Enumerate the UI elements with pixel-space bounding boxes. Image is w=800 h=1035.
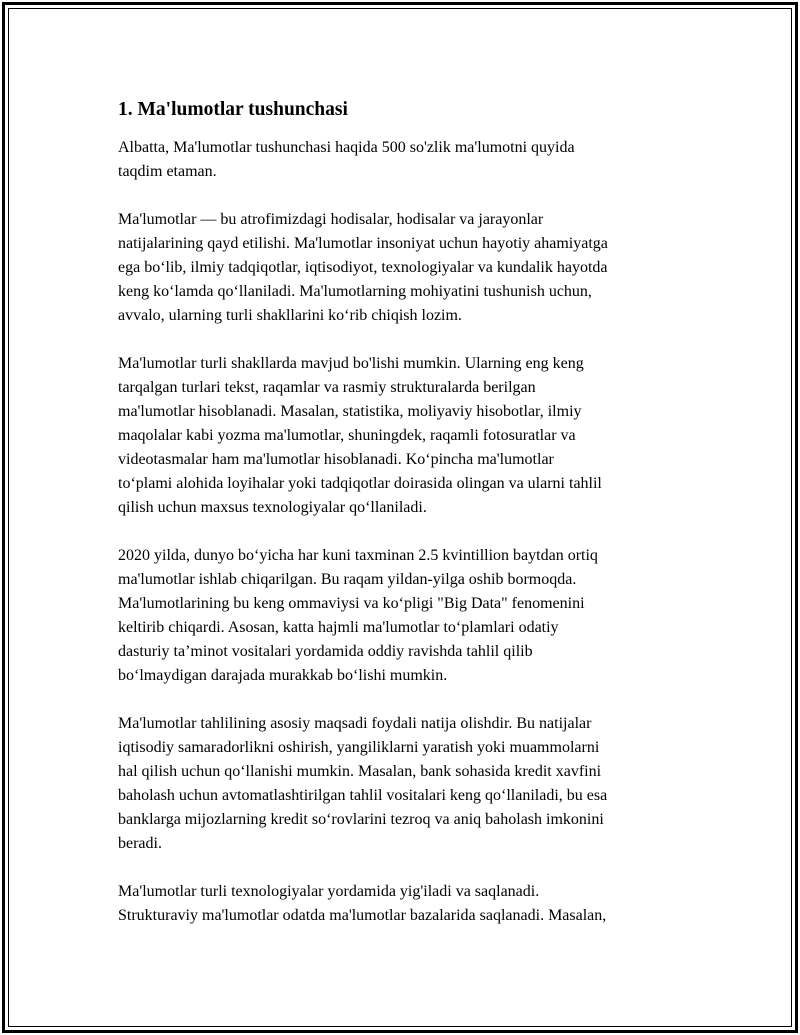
text-line: Ma'lumotlar tahlilining asosiy maqsadi foydali natija olishdir. Bu natijalar bbox=[118, 715, 592, 732]
text-line: avvalo, ularning turli shakllarini ko‘rib chiqish lozim. bbox=[118, 307, 462, 324]
page-frame bbox=[2, 2, 798, 1033]
text-line: videotasmalar ham ma'lumotlar hisoblanadi. Ko‘pincha ma'lumotlar bbox=[118, 451, 554, 468]
text-line: keltirib chiqardi. Asosan, katta hajmli ma'lumotlar to‘plamlari odatiy bbox=[118, 619, 559, 636]
text-line: iqtisodiy samaradorlikni oshirish, yangiliklarni yaratish yoki muammolarni bbox=[118, 739, 600, 756]
text-line: baholash uchun avtomatlashtirilgan tahlil vositalari keng qo‘llaniladi, bu esa bbox=[118, 787, 608, 804]
text-line: beradi. bbox=[118, 835, 162, 852]
text-line: dasturiy ta’minot vositalari yordamida oddiy ravishda tahlil qilib bbox=[118, 643, 533, 660]
paragraph-big-data bbox=[118, 544, 708, 688]
text-line: bo‘lmaydigan darajada murakkab bo‘lishi mumkin. bbox=[118, 667, 448, 684]
paragraph-forms bbox=[118, 352, 708, 520]
text-line: natijalarining qayd etilishi. Ma'lumotlar insoniyat uchun hayotiy ahamiyatga bbox=[118, 235, 608, 252]
text-line: ma'lumotlar hisoblanadi. Masalan, statistika, moliyaviy hisobotlar, ilmiy bbox=[118, 403, 582, 420]
text-line: Ma'lumotlarining bu keng ommaviysi va ko‘pligi "Big Data" fenomenini bbox=[118, 595, 585, 612]
paragraph-intro bbox=[118, 136, 708, 184]
paragraph-analysis bbox=[118, 712, 708, 856]
text-line: ega bo‘lib, ilmiy tadqiqotlar, iqtisodiyot, texnologiyalar va kundalik hayotda bbox=[118, 259, 608, 276]
text-line: taqdim etaman. bbox=[118, 163, 217, 180]
text-line: Albatta, Ma'lumotlar tushunchasi haqida 500 so'zlik ma'lumotni quyida bbox=[118, 139, 575, 156]
text-line: Strukturaviy ma'lumotlar odatda ma'lumotlar bazalarida saqlanadi. Masalan, bbox=[118, 907, 607, 924]
text-line: 2020 yilda, dunyo bo‘yicha har kuni taxminan 2.5 kvintillion baytdan ortiq bbox=[118, 547, 598, 564]
text-line: Ma'lumotlar turli shakllarda mavjud bo'lishi mumkin. Ularning eng keng bbox=[118, 355, 584, 372]
text-line: maqolalar kabi yozma ma'lumotlar, shuningdek, raqamli fotosuratlar va bbox=[118, 427, 576, 444]
text-line: banklarga mijozlarning kredit so‘rovlarini tezroq va aniq baholash imkonini bbox=[118, 811, 604, 828]
text-line: hal qilish uchun qo‘llanishi mumkin. Masalan, bank sohasida kredit xavfini bbox=[118, 763, 602, 780]
paragraph-definition bbox=[118, 208, 708, 328]
text-line: qilish uchun maxsus texnologiyalar qo‘llaniladi. bbox=[118, 499, 427, 516]
document-body bbox=[118, 97, 708, 952]
text-line: to‘plami alohida loyihalar yoki tadqiqotlar doirasida olingan va ularni tahlil bbox=[118, 475, 602, 492]
document-title: 1. Ma'lumotlar tushunchasi bbox=[118, 99, 348, 120]
text-line: Ma'lumotlar turli texnologiyalar yordamida yig'iladi va saqlanadi. bbox=[118, 883, 540, 900]
paragraph-storage bbox=[118, 880, 708, 928]
text-line: tarqalgan turlari tekst, raqamlar va rasmiy strukturalarda berilgan bbox=[118, 379, 536, 396]
text-line: keng ko‘lamda qo‘llaniladi. Ma'lumotlarning mohiyatini tushunish uchun, bbox=[118, 283, 592, 300]
text-line: Ma'lumotlar — bu atrofimizdagi hodisalar, hodisalar va jarayonlar bbox=[118, 211, 544, 228]
text-line: ma'lumotlar ishlab chiqarilgan. Bu raqam yildan-yilga oshib bormoqda. bbox=[118, 571, 577, 588]
